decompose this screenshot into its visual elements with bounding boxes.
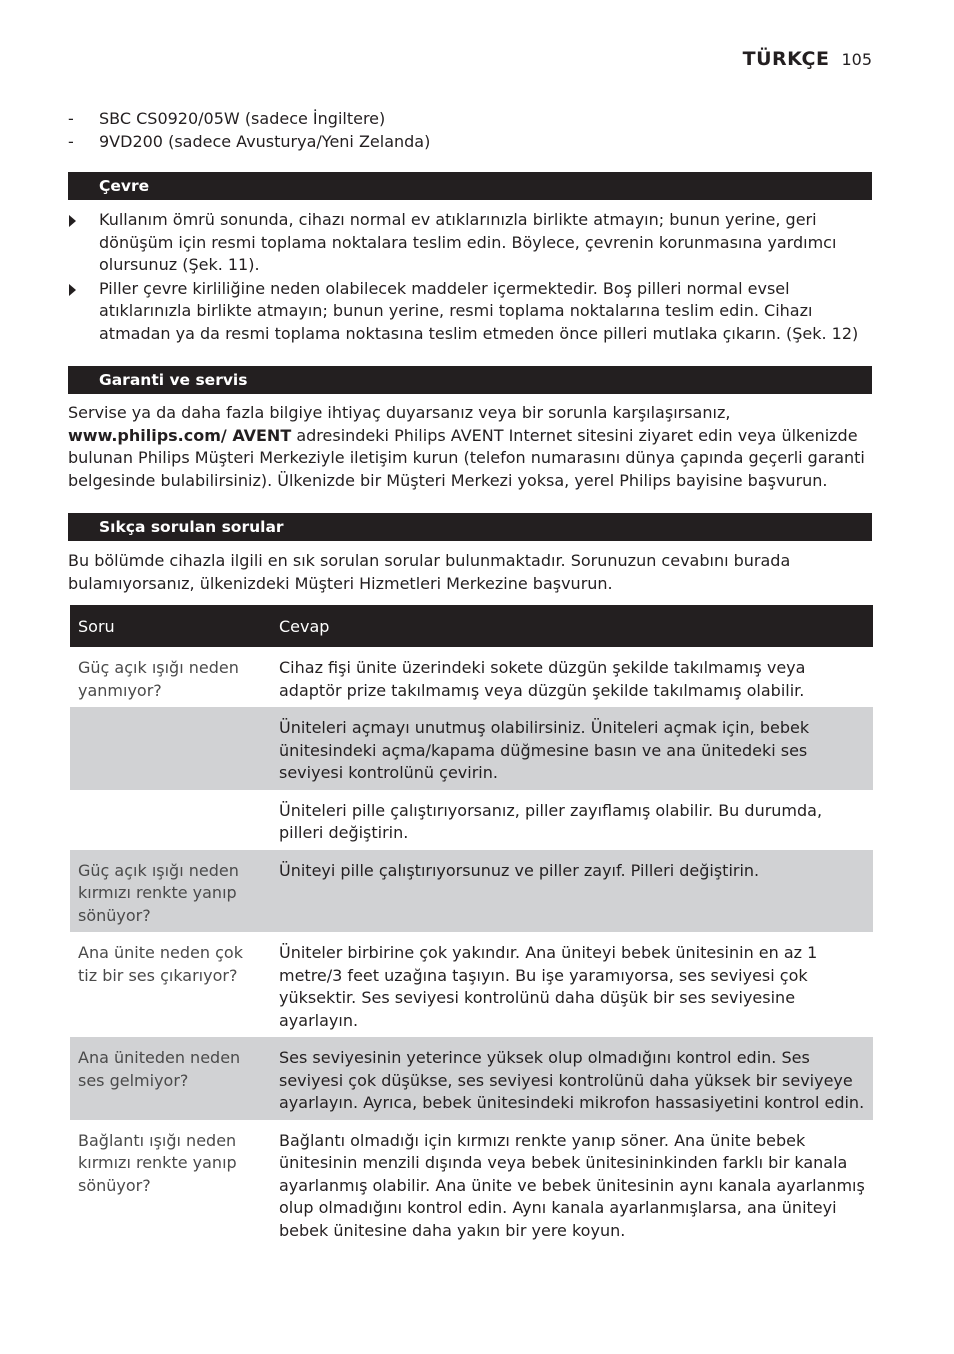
section-heading-faq: Sıkça sorulan sorular [68,513,872,541]
warranty-text-before: Servise ya da daha fazla bilgiye ihtiyaç duyarsanız veya bir sorunla karşılaşırsanız, [68,403,731,422]
environment-bullets [68,209,874,346]
question-cell: Ana ünite neden çok tiz bir ses çıkarıyor? [78,943,243,985]
section-heading-warranty: Garanti ve servis [68,366,872,394]
answer-cell: Üniteler birbirine çok yakındır. Ana üniteyi bebek ünitesinin en az 1 metre/3 feet uzağına taşıyın. Bu işe yaramıyorsa, ses seviyesi çok yüksektir. Ses seviyesi kontrolünü daha düşük bir ses seviyesine ayarlayın. [279,943,818,1030]
table-row [70,1120,873,1248]
question-cell [70,707,271,790]
dash-marker: - [68,131,74,151]
answer-cell: Cihaz fişi ünite üzerindeki sokete düzgün şekilde takılmamış veya adaptör prize takılmamış veya düzgün şekilde takılmamış olabilir. [279,658,806,700]
page-header [743,48,872,70]
section-heading-environment: Çevre [68,172,872,200]
answer-cell: Bağlantı olmadığı için kırmızı renkte yanıp söner. Ana ünite bebek ünitesinin menzili dışında veya bebek ünitesininkinden farklı bir kanala ayarlanmış olabilir. Ana ünite ve bebek ünitesinin aynı kanala ayarlanmış olup olmadığını kontrol edin. Aynı kanala ayarlanmışlarsa, ana üniteyi bebek ünitesine daha yakın bir yere koyun. [279,1130,865,1240]
table-row [70,647,873,707]
bullet-item [68,278,874,346]
question-cell: Güç açık ışığı neden yanmıyor? [78,658,239,700]
bullet-item [68,209,874,277]
table-row [70,707,873,790]
column-header-answer: Cevap [271,605,873,647]
table-row [70,790,873,850]
warranty-paragraph [68,402,874,492]
table-header-row [70,605,873,647]
list-item [68,108,878,131]
language-title: TÜRKÇE [742,48,830,70]
list-item-text: SBC CS0920/05W (sadece İngiltere) [99,109,386,128]
bullet-text: Kullanım ömrü sonunda, cihazı normal ev atıklarınızla birlikte atmayın; bunun yerine, geri dönüşüm için resmi toplama noktalara teslim edin. Böylece, çevrenin korunmasına yardımcı olursunuz (Şek. 11). [99,210,837,274]
question-cell [70,790,271,850]
table-row [70,1037,873,1120]
triangle-bullet-icon [68,209,99,277]
question-cell: Güç açık ışığı neden kırmızı renkte yanıp sönüyor? [70,850,271,933]
question-cell: Ana üniteden neden ses gelmiyor? [70,1037,271,1120]
philips-avent-link[interactable]: www.philips.com/ AVENT [68,425,292,445]
table-row [70,850,873,933]
dash-marker: - [68,109,74,128]
answer-cell: Üniteyi pille çalıştırıyorsunuz ve piller zayıf. Pilleri değiştirin. [271,850,873,933]
triangle-bullet-icon [68,278,99,346]
question-cell: Bağlantı ışığı neden kırmızı renkte yanıp sönüyor? [78,1130,237,1195]
list-item [68,131,878,154]
faq-intro: Bu bölümde cihazla ilgili en sık sorulan sorular bulunmaktadır. Sorunuzun cevabını burada bulamıyorsanız, ülkenizdeki Müşteri Hizmetleri Merkezine başvurun. [68,551,791,593]
answer-cell: Üniteleri pille çalıştırıyorsanız, piller zayıflamış olabilir. Bu durumda, pilleri değiştirin. [279,800,823,842]
warranty-text-after: adresindeki Philips AVENT Internet sitesini ziyaret edin veya ülkenizde bulunan Philips Müşteri Merkeziyle iletişim kurun (telefon numarasını dünya çapında geçerli garanti belgesinde bulabilirsiniz). Ülkenizde bir Müşteri Merkezi yoksa, yerel Philips bayisine başvurun. [68,425,865,490]
list-item-text: 9VD200 (sadece Avusturya/Yeni Zelanda) [99,131,431,151]
accessory-list [68,108,878,153]
faq-table [70,605,873,1247]
answer-cell: Ses seviyesinin yeterince yüksek olup olmadığını kontrol edin. Ses seviyesi çok düşükse, ses seviyesi kontrolünü daha yüksek bir seviyeye ayarlayın. Ayrıca, bebek ünitesindeki mikrofon hassasiyetini kontrol edin. [271,1037,873,1120]
table-row [70,932,873,1037]
bullet-text: Piller çevre kirliliğine neden olabilecek maddeler içermektedir. Boş pilleri normal evsel atıklarınızla birlikte atmayın; bunun yerine, resmi toplama noktalarına teslim edin. Cihazı atmadan ya da resmi toplama noktasına teslim etmeden önce pilleri mutlaka çıkarın. (Şek. 12) [99,278,859,343]
answer-cell: Üniteleri açmayı unutmuş olabilirsiniz. Üniteleri açmak için, bebek ünitesindeki açma/kapama düğmesine basın ve ana ünitedeki ses seviyesi kontrolünü çevirin. [271,707,873,790]
page-number: 105 [841,50,872,69]
column-header-question: Soru [70,605,271,647]
